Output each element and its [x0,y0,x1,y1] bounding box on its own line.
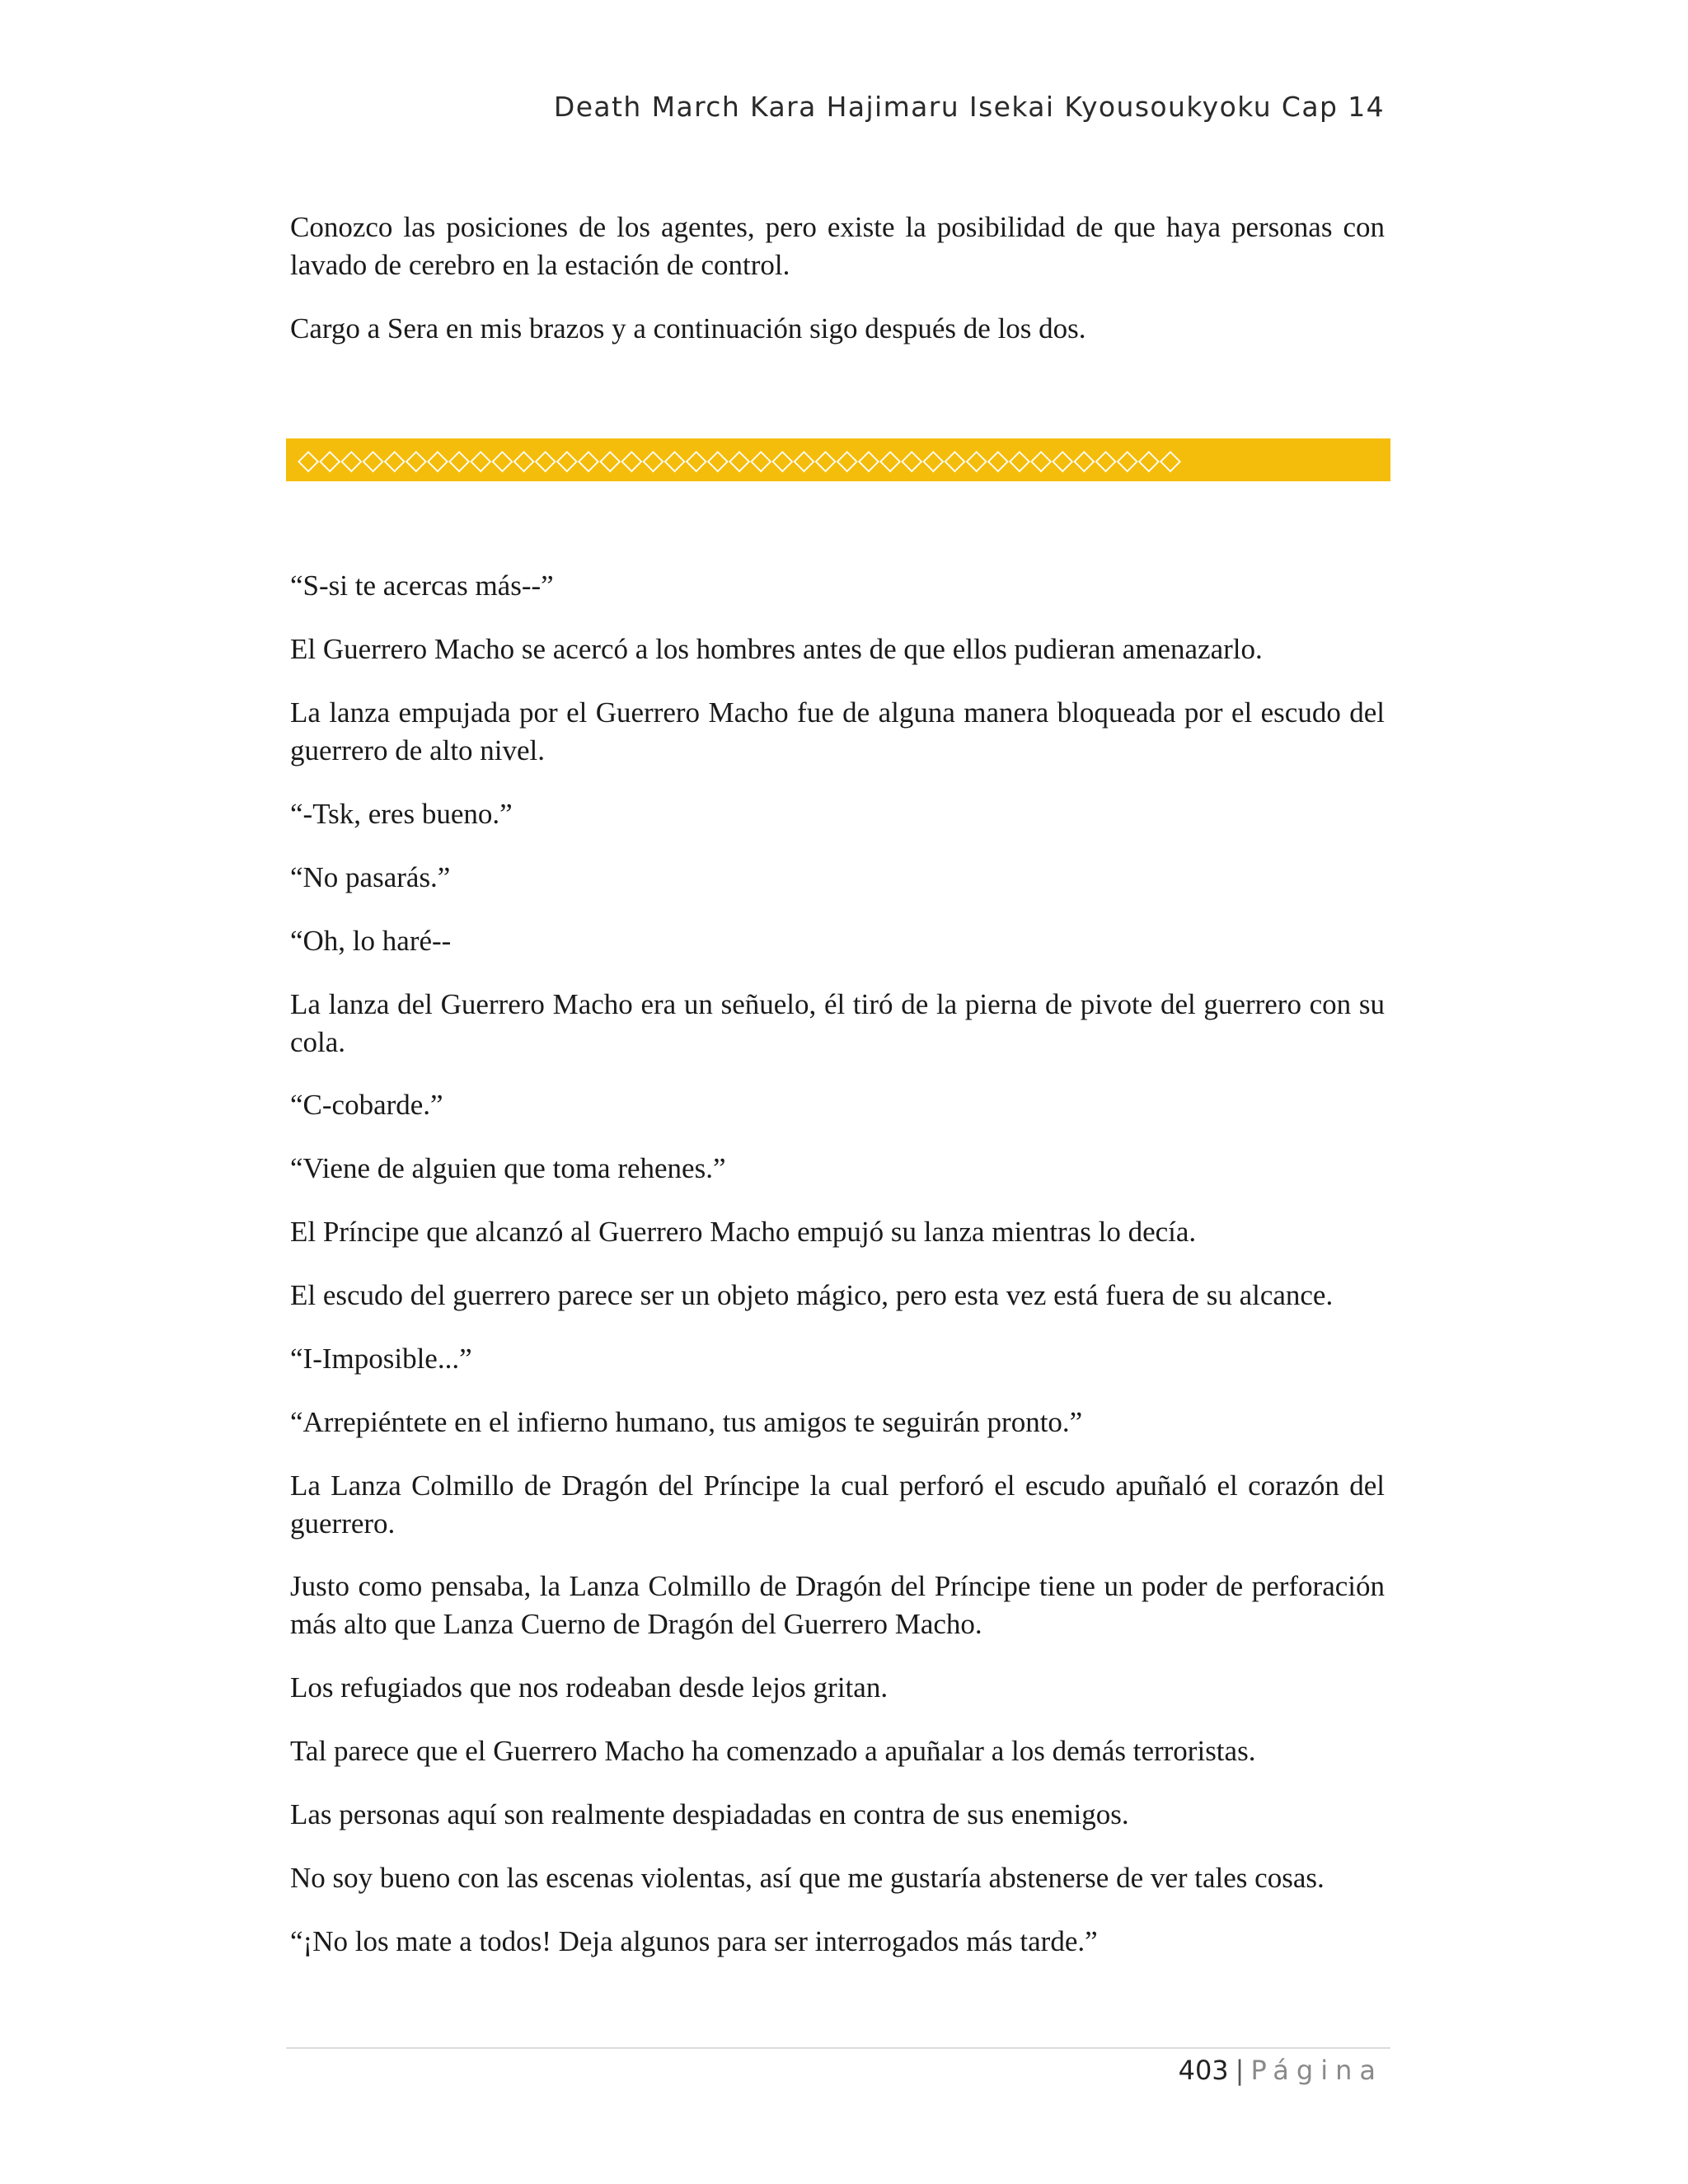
paragraph: “-Tsk, eres bueno.” [290,798,513,830]
footer-rule [286,2047,1390,2049]
paragraph: No soy bueno con las escenas violentas, así que me gustaría abstenerse de ver tales cosas. [290,1862,1325,1894]
paragraph: Justo como pensaba, la Lanza Colmillo de Dragón del Príncipe tiene un poder de perforación más alto que Lanza Cuerno de Dragón del Guerrero Macho. [290,1570,1385,1640]
paragraph: Cargo a Sera en mis brazos y a continuación sigo después de los dos. [290,312,1086,344]
paragraph: Los refugiados que nos rodeaban desde lejos gritan. [290,1671,889,1704]
paragraph: El Príncipe que alcanzó al Guerrero Macho empujó su lanza mientras lo decía. [290,1216,1197,1248]
paragraph: “Viene de alguien que toma rehenes.” [290,1152,726,1184]
footer-separator: | [1235,2055,1245,2086]
paragraph: La Lanza Colmillo de Dragón del Príncipe la cual perforó el escudo apuñaló el corazón del guerrero. [290,1469,1385,1540]
page-word: Página [1250,2055,1383,2086]
paragraph: El escudo del guerrero parece ser un objeto mágico, pero esta vez está fuera de su alcance. [290,1279,1334,1311]
running-header: Death March Kara Hajimaru Isekai Kyousoukyoku Cap 14 [553,91,1385,123]
page-footer [1179,2055,1383,2086]
paragraph: Las personas aquí son realmente despiadadas en contra de sus enemigos. [290,1798,1129,1830]
paragraph: “Oh, lo haré-- [290,925,452,957]
page-number: 403 [1178,2055,1229,2086]
paragraph: El Guerrero Macho se acercó a los hombres antes de que ellos pudieran amenazarlo. [290,633,1263,665]
paragraph: Tal parece que el Guerrero Macho ha comenzado a apuñalar a los demás terroristas. [290,1735,1256,1767]
paragraph: “Arrepiéntete en el infierno humano, tus amigos te seguirán pronto.” [290,1406,1083,1438]
paragraph: “No pasarás.” [290,861,451,893]
paragraph: “¡No los mate a todos! Deja algunos para ser interrogados más tarde.” [290,1925,1098,1957]
paragraph: “S-si te acercas más--” [290,569,554,602]
section-divider: ◇◇◇◇◇◇◇◇◇◇◇◇◇◇◇◇◇◇◇◇◇◇◇◇◇◇◇◇◇◇◇◇◇◇◇◇◇◇◇◇◇ [286,438,1390,481]
paragraph: Conozco las posiciones de los agentes, pero existe la posibilidad de que haya personas con lavado de cerebro en la estación de control. [290,211,1385,281]
paragraph: La lanza empujada por el Guerrero Macho fue de alguna manera bloqueada por el escudo del guerrero de alto nivel. [290,696,1385,766]
paragraph: “I-Imposible...” [290,1343,472,1375]
paragraph: La lanza del Guerrero Macho era un señuelo, él tiró de la pierna de pivote del guerrero con su cola. [290,988,1385,1058]
paragraph: “C-cobarde.” [290,1089,443,1121]
